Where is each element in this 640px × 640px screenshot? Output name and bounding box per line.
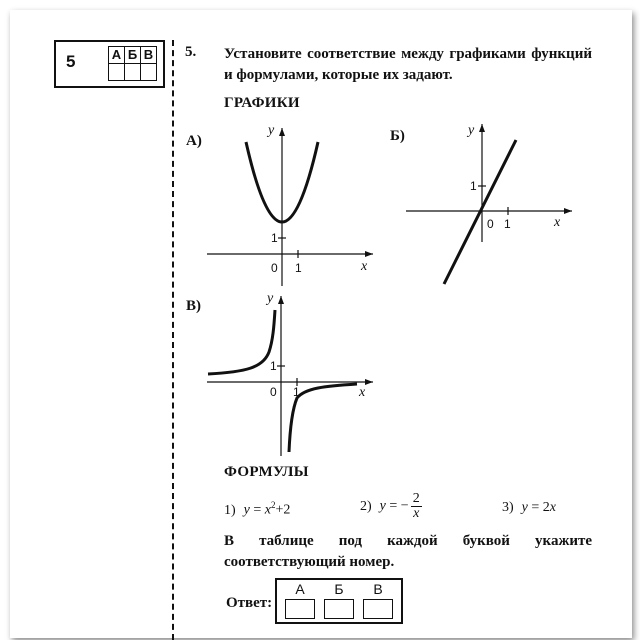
grid-cell-a[interactable] [109,64,125,81]
grid-header-b: Б [125,47,141,64]
formula-3-var: x [549,500,557,515]
graph-a-y-tick-label: 1 [271,231,278,245]
answer-cell-b[interactable] [324,599,354,619]
formula-1-eq: = [249,502,265,518]
formula-1-var: x [264,502,272,518]
formulas-heading: ФОРМУЛЫ [224,464,309,480]
formula-2-denominator: x [413,506,420,521]
graph-b-y-arrow-icon [479,124,485,132]
graph-a-x-arrow-icon [365,251,373,257]
graph-v-y-tick-label: 1 [270,359,277,373]
answer-header-v: В [373,581,383,597]
task-answer-box [54,40,165,88]
graph-v-y-arrow-icon [278,296,284,304]
graph-b-letter: Б) [390,128,405,144]
graph-v-y-label: y [267,291,274,306]
graph-b-x-label: x [554,215,561,230]
formulas-list [224,491,584,534]
task-number: 5. [185,44,197,60]
formula-1-rest: +2 [275,502,291,518]
graph-b-x-arrow-icon [564,208,572,214]
formula-3-lhs: y [521,500,528,515]
graph-a-origin-label: 0 [271,261,278,275]
abv-answer-grid [108,46,157,81]
task-statement: Установите соответствие между графиками функций и формулами, которые их задают. [224,46,592,83]
formula-3 [502,500,556,516]
grid-cell-v[interactable] [141,64,157,81]
graph-b-x-tick-label: 1 [504,217,511,231]
graph-v-letter: В) [186,298,201,314]
graph-v [205,288,375,458]
answer-cell-a[interactable] [285,599,315,619]
formula-2-eq: = − [385,498,409,514]
answer-header-a: А [295,581,305,597]
formula-3-number: 3) [502,500,514,515]
graph-b-y-tick-label: 1 [470,179,477,193]
answer-cell-v[interactable] [363,599,393,619]
grid-header-a: А [109,47,125,64]
formula-2-lhs: y [379,498,386,514]
graph-v-branch-left [208,310,275,374]
answer-label: Ответ: [226,595,273,611]
formula-1-power: 2 [271,500,276,510]
graph-b [400,118,580,288]
graph-a [205,120,375,290]
graph-a-x-label: x [361,259,368,274]
graph-v-origin-label: 0 [270,385,277,399]
graph-b-origin-label: 0 [487,217,494,231]
formula-3-eq: = 2 [527,500,550,515]
grid-cell-b[interactable] [125,64,141,81]
formula-2-fraction [411,492,422,521]
instruction-text: В таблице под каждой буквой укажите соответствующий номер. [224,533,592,570]
graph-a-y-arrow-icon [279,128,285,136]
grid-header-v: В [141,47,157,64]
graph-b-y-label: y [468,123,475,138]
formula-1-number: 1) [224,502,236,518]
graphs-heading: ГРАФИКИ [224,95,300,111]
graph-v-x-tick-label: 1 [293,385,300,399]
cut-line [172,40,174,640]
formula-2-numerator: 2 [412,491,420,506]
graph-a-letter: А) [186,133,202,149]
answer-table [275,578,403,624]
graph-v-x-label: x [359,385,366,400]
formula-2-number: 2) [360,498,372,514]
formula-1 [224,500,290,519]
formula-2 [360,492,422,521]
graph-v-x-arrow-icon [365,379,373,385]
graph-a-x-tick-label: 1 [295,261,302,275]
answer-header-b: Б [334,581,344,597]
graph-a-y-label: y [268,123,275,138]
graph-b-line [444,140,516,284]
formula-1-lhs: y [243,502,250,518]
task-number-label: 5 [66,52,76,71]
